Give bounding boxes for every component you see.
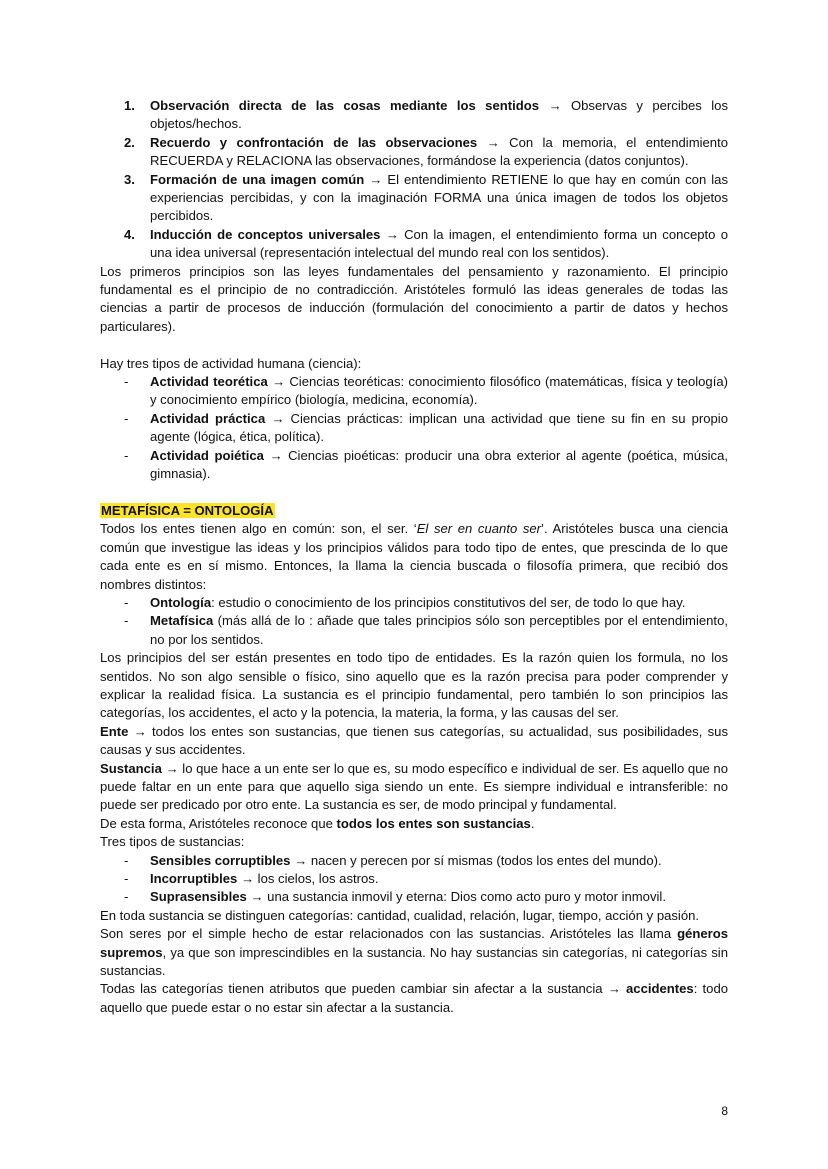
bullet-dash: - [124, 410, 129, 426]
bullet-dash: - [124, 374, 129, 390]
list-item [100, 226, 728, 263]
text-run: : todo aquello que puede estar o no estar sin afectar a la sustancia. [100, 981, 729, 1015]
text-run: , ya que son imprescindibles en la sustancia. No hay sustancias sin categorías, ni categorías sin sustancias. [100, 944, 728, 979]
paragraph-gap [100, 336, 728, 354]
term: Sustancia [100, 760, 162, 776]
document-page [100, 97, 728, 1017]
list-item [100, 373, 728, 410]
list-item [100, 97, 728, 134]
section-heading: METAFÍSICA = ONTOLOGÍA [101, 502, 274, 518]
text-run: . [530, 815, 535, 831]
list-item [100, 447, 728, 484]
page-number: 8 [721, 1104, 728, 1118]
tipos-list [100, 852, 728, 907]
item-text: → nacen y perecen por sí mismas (todos los entes del mundo). [290, 852, 662, 868]
term: Ente [100, 723, 129, 739]
item-title: Ontología [150, 594, 212, 610]
bullet-dash: - [124, 447, 129, 463]
principios-paragraph: Los principios del ser están presentes en todo tipo de entidades. Es la razón quien los formula, no los sentidos. No son algo sensible o físico, sino aquello que es la razón precisa para poder comprender y explicar la realidad física. La sustancia es el principio fundamental, pero también lo son principios las categorías, los accidentes, el acto y la potencia, la materia, la forma, y las causas del ser. [100, 650, 728, 721]
bold-run: géneros supremos [100, 926, 728, 960]
bullet-dash: - [124, 889, 129, 905]
item-text: → Con la memoria, el entendimiento RECUERDA y RELACIONA las observaciones, formándose la experiencia (datos conjuntos). [150, 134, 728, 169]
item-title: Incorruptibles [150, 871, 238, 887]
list-item [100, 888, 728, 906]
bold-run: todos los entes son sustancias [336, 815, 531, 831]
text-run: Todas las categorías tienen atributos que pueden cambiar sin afectar a la sustancia → [100, 981, 627, 997]
categorias-paragraph: En toda sustancia se distinguen categorías: cantidad, cualidad, relación, lugar, tiempo, acción y pasión. [100, 907, 700, 923]
item-text: : estudio o conocimiento de los principios constitutivos del ser, de todo lo que hay. [211, 594, 686, 610]
list-item [100, 594, 728, 612]
list-number: 3. [124, 171, 135, 187]
item-title: Formación de una imagen común [150, 171, 365, 187]
item-title: Actividad práctica [150, 410, 266, 426]
text-run: Todos los entes tienen algo en común: son, el ser. ‘ [100, 521, 417, 537]
bullet-dash: - [124, 594, 129, 610]
item-title: Observación directa de las cosas mediante los sentidos [150, 98, 540, 113]
ente-definition [100, 723, 728, 760]
definition-text: → todos los entes son sustancias, que tienen sus categorías, su actualidad, sus posibilidades, sus causas y sus accidentes. [100, 723, 728, 758]
list-number: 4. [124, 226, 135, 242]
section-heading-line [100, 502, 728, 520]
tipos-intro: Tres tipos de sustancias: [100, 834, 245, 850]
item-title: Metafísica [150, 613, 214, 629]
entes-paragraph [100, 520, 728, 594]
item-text: → los cielos, los astros. [237, 871, 379, 887]
principles-paragraph: Los primeros principios son las leyes fundamentales del pensamiento y razonamiento. El principio fundamental es el principio de no contradicción. Aristóteles formuló las ideas generales de todas las ciencias a partir de procesos de inducción (formulación del conocimiento a partir de datos y hechos particulares). [100, 263, 728, 334]
knowledge-steps-list [100, 97, 728, 263]
activity-list [100, 373, 728, 483]
text-run: De esta forma, Aristóteles reconoce que [100, 815, 337, 831]
bullet-dash: - [124, 871, 129, 887]
bullet-dash: - [124, 613, 129, 629]
item-text: → Ciencias prácticas: implican una actividad que tiene su fin en su propio agente (lógica, ética, política). [150, 410, 728, 445]
text-run: Son seres por el simple hecho de estar relacionados con las sustancias. Aristóteles las llama [100, 926, 678, 942]
accidentes-paragraph [100, 980, 728, 1017]
list-item [100, 171, 728, 226]
activity-intro: Hay tres tipos de actividad humana (ciencia): [100, 355, 362, 371]
list-item [100, 134, 728, 171]
list-item [100, 870, 728, 888]
item-title: Sensibles corruptibles [150, 852, 291, 868]
conclusion-paragraph [100, 815, 728, 833]
item-text: → El entendimiento RETIENE lo que hay en común con las experiencias percibidas, y con la imaginación FORMA una única imagen de todos los objetos percibidos. [150, 171, 728, 224]
bullet-dash: - [124, 852, 129, 868]
item-text: → Ciencias pioéticas: producir una obra exterior al agente (poética, música, gimnasia). [150, 447, 728, 482]
paragraph-gap [100, 484, 728, 502]
list-item [100, 410, 728, 447]
item-text: → Con la imagen, el entendimiento forma un concepto o una idea universal (representación intelectual del mundo real con los sentidos). [150, 226, 728, 261]
definition-text: → lo que hace a un ente ser lo que es, su modo específico e individual de ser. Es aquello que no puede faltar en un ente para que aquello siga siendo un ente. Es siempre individual e intransferible: no puede ser predicado por otro ente. La sustancia es ser, de modo principal y fundamental. [100, 760, 728, 813]
text-run: ’. Aristóteles busca una ciencia común que investigue las ideas y los principios válidos para todo tipo de entes, que prescinda de lo que cada ente es en sí mismo. Entonces, la llama la ciencia buscada o filosofía primera, que recibió dos nombres distintos: [100, 521, 728, 592]
item-title: Actividad poiética [150, 447, 264, 463]
item-title: Actividad teorética [150, 374, 268, 390]
item-title: Inducción de conceptos universales [150, 226, 381, 242]
item-text: → una sustancia inmovil y eterna: Dios como acto puro y motor inmovil. [246, 889, 666, 905]
generos-paragraph [100, 925, 728, 980]
list-item [100, 612, 728, 649]
list-number: 2. [124, 134, 135, 150]
item-title: Suprasensibles [150, 889, 247, 905]
item-title: Recuerdo y confrontación de las observaciones [150, 134, 478, 150]
item-text: (más allá de lo : añade que tales principios sólo son perceptibles por el entendimiento, no por los sentidos. [150, 613, 728, 647]
names-list [100, 594, 728, 649]
list-item [100, 852, 728, 870]
bold-run: accidentes [626, 981, 694, 997]
item-text: → Ciencias teoréticas: conocimiento filosófico (matemáticas, física y teología) y conocimiento empírico (biología, medicina, economía). [150, 374, 728, 408]
sustancia-definition [100, 760, 728, 815]
italic-quote: El ser en cuanto ser [416, 521, 542, 537]
list-number: 1. [124, 98, 135, 113]
item-text: → Observas y percibes los objetos/hechos. [150, 98, 729, 132]
